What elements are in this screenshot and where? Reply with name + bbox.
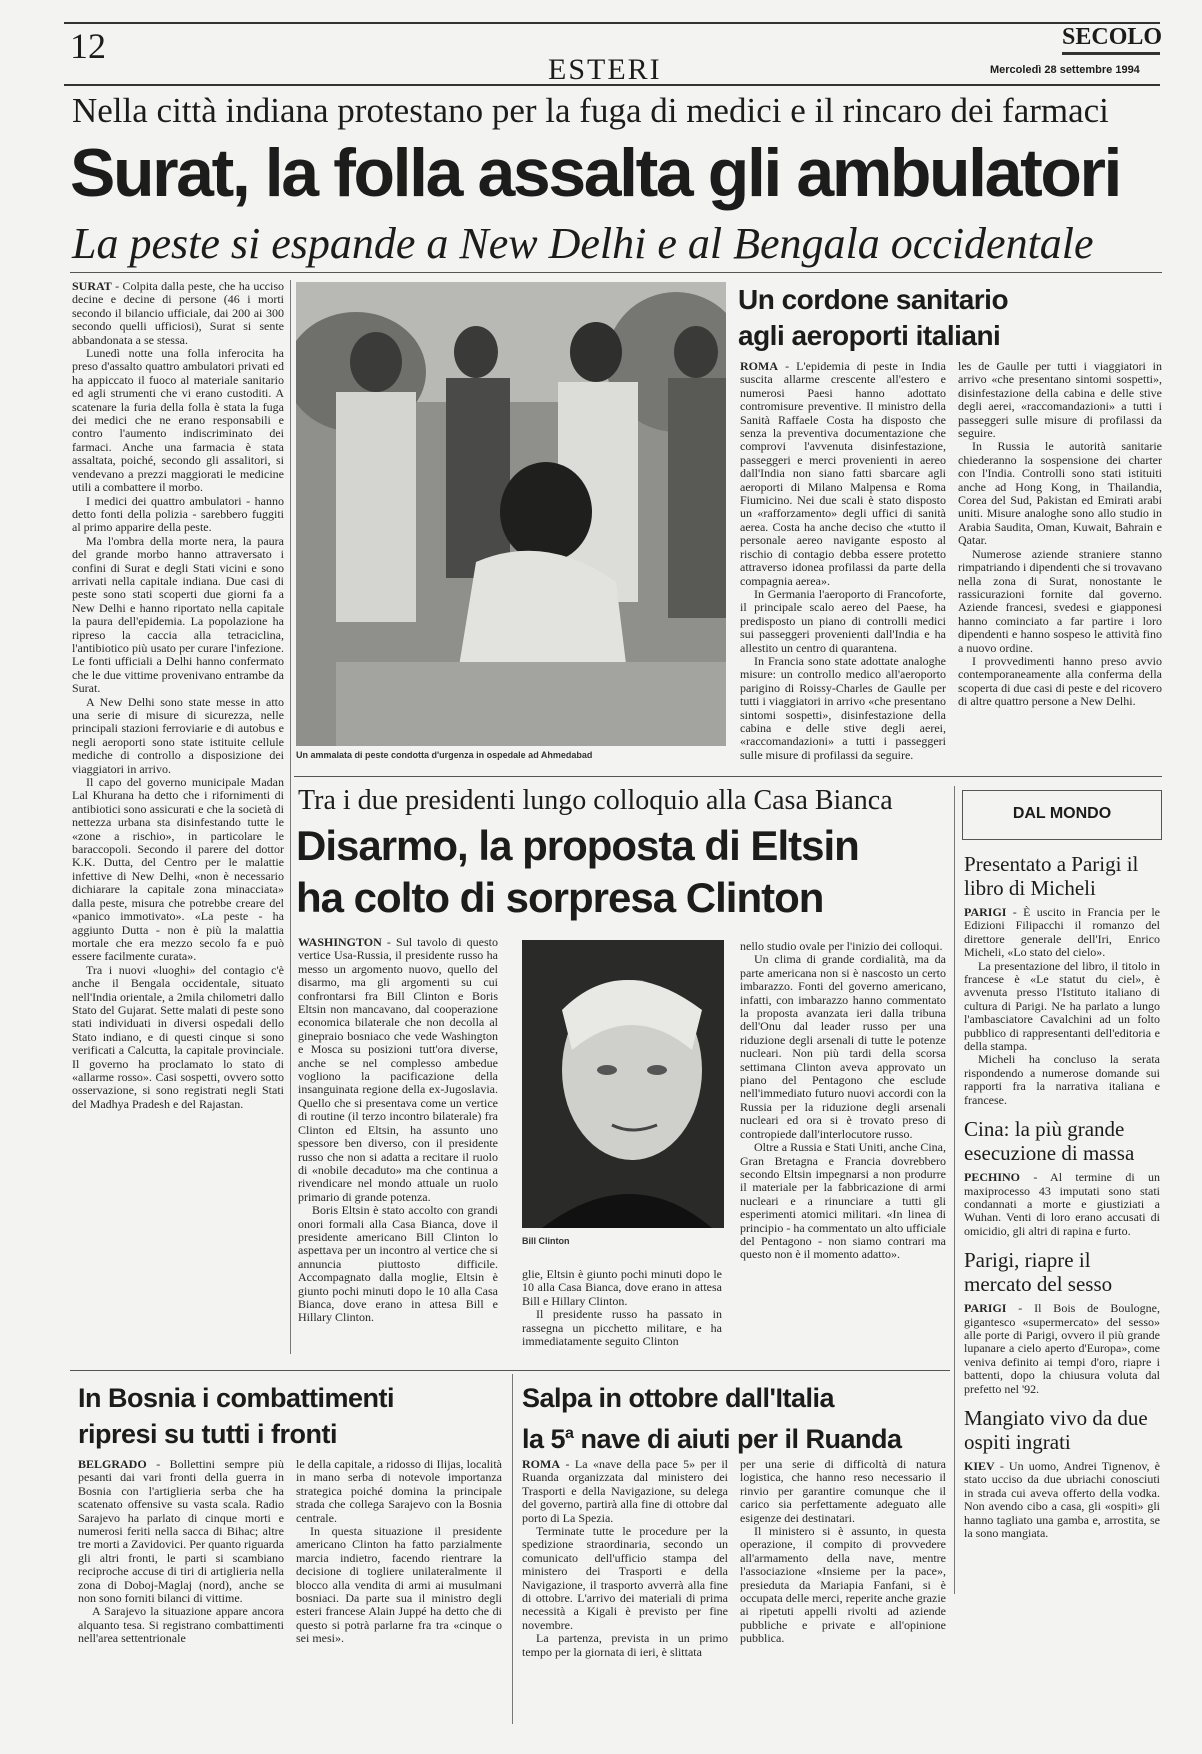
bottom-divider (512, 1374, 513, 1724)
dal-mondo-item-4-body (964, 1460, 1160, 1540)
cordon-col2-para-1: les de Gaulle per tutti i viaggiatori in arrivo «che presentano sintomi sospetti», disinfestazione della cabina e delle stive degli aerei, «raccomandazioni» a tutti i passeggeri sulle misure di profilassi da seguire. (958, 360, 1162, 441)
ruanda-headline-line2-b: nave di aiuti per il Ruanda (573, 1424, 902, 1454)
lead-body-column (72, 280, 284, 1356)
disarm-headline-line1: Disarmo, la proposta di Eltsin (296, 822, 859, 869)
lead-para-7: Tra i nuovi «luoghi» del contagio c'è anche il Bengala occidentale, situato nell'India orientale, a 2mila chilometri dallo Stato del Gujarat. Sette malati di peste sono stati individuati in diversi ospedali dello Stato indiano, e di questi cinque si sono verificati a Calcutta, la capitale provinciale. Il governo ha proclamato lo stato di «allarme rosso». Casi sospetti, ovvero sotto osservazione, si sono registrati negli Stati del Madhya Pradesh e del Rajastan. (72, 962, 284, 1111)
ruanda-column-2 (740, 1458, 946, 1728)
dal-mondo-item-1-headline: Presentato a Parigi il libro di Micheli (964, 852, 1139, 900)
cordon-headline-line2: agli aeroporti italiani (738, 320, 1001, 351)
disarm-headline-line2: ha colto di sorpresa Clinton (296, 874, 824, 921)
ruanda-para-1: - La «nave della pace 5» per il Ruanda organizzata dal ministero dei Trasporti e della Navigazione, su delega del governo, partirà alla fine di ottobre dal porto di La Spezia. (522, 1458, 728, 1525)
disarm-headline (296, 820, 956, 924)
lead-para-3: I medici dei quattro ambulatori - hanno detto fonti della polizia - sarebbero fuggiti al primo apparire della peste. (72, 493, 284, 535)
dal-mondo-title: DAL MONDO (1012, 805, 1112, 822)
disarm-col3-para-1: nello studio ovale per l'inizio dei colloqui. (740, 940, 943, 953)
section-title: ESTERI (548, 53, 662, 86)
lead-rule (70, 272, 1162, 273)
cordon-headline-line1: Un cordone sanitario (738, 284, 1009, 315)
bosnia-column-1 (78, 1458, 284, 1728)
bosnia-para-2: A Sarajevo la situazione appare ancora alquanto tesa. Si registrano combattimenti nell'area settentrionale (78, 1604, 284, 1646)
bosnia-col2-para-2: In questa situazione il presidente americano Clinton ha fatto parzialmente marcia indietro, facendo rientrare la decisione di togliere unilateralmente il blocco alla vendita di armi ai musulmani bosniaci. Da parte sua il ministro degli esteri francese Alain Juppé ha detto che di questo si potrà parlarne fra tra «cinque o sei mesi». (296, 1524, 502, 1646)
cordon-column-2 (958, 360, 1162, 766)
ruanda-col2-para-2: Il ministero si è assunto, in questa operazione, il compito di provvedere all'armamento della nave, mentre l'associazione «Insieme per la pace», presieduta da Mariapia Fanfani, si è occupata delle merci, reperite anche grazie ai ripetuti appelli rivolti ad aziende pubbliche e private e all'opinione pubblica. (740, 1524, 946, 1646)
cordon-para-3: In Francia sono state adottate analoghe misure: un controllo medico all'aeroporto parigino di Roissy-Charles de Gaulle per tutti i viaggiatori in arrivo «che presentano sintomi sospetti», disinfestazione della cabina e delle stive degli aerei, «raccomandazioni» a tutti i passeggeri sulle misure di profilassi da seguire. (740, 653, 946, 762)
disarm-col3-para-2: Un clima di grande cordialità, ma da parte americana non si è nascosto un certo imbarazzo. Fonti del governo americano, infatti, con imbarazzo hanno commentato la proposta avanzata ieri dalla tribuna dell'Onu dal leader russo per una riduzione degli arsenali di tutte le potenze nucleari. Non più tardi della scorsa settimana Clinton aveva approvato un piano del Pentagono che esclude nell'immediato futuro nuovi accordi con la Russia per la riduzione degli arsenali nucleari ed ora si è trovato preso di contropiede dall'interlocutore russo. (740, 952, 946, 1141)
disarm-column-3 (740, 940, 946, 1356)
ruanda-headline (522, 1380, 952, 1457)
ruanda-headline-line2 (522, 1416, 952, 1457)
lead-column-divider (290, 280, 291, 1354)
dal-mondo-item-1-body (964, 906, 1160, 1107)
disarm-col3-para-3: Oltre a Russia e Stati Uniti, anche Cina, Gran Bretagna e Francia dovrebbero secondo Eltsin impegnarsi a non produrre il materiale per la fabbricazione di armi nucleari e a rinunciare a tutti gli esperimenti atomici militari. «In linea di principio - ha commentato un alto ufficiale del Pentagono - non siamo contrari ma questo non è il momento adatto». (740, 1140, 946, 1262)
cordon-col2-para-2: In Russia le autorità sanitarie chiederanno la sospensione dei charter con l'India. Controlli sono stati istituiti anche ad Hong Kong, in Thailandia, Corea del Sud, Pakistan ed Emirati arabi uniti. Misure analoghe sono allo studio in Arabia Saudita, Oman, Kuwait, Bahrain e Qatar. (958, 439, 1162, 548)
lead-para-4: Ma l'ombra della morte nera, la paura del grande morbo hanno attraversato i confini di Surat e degli Stati vicini e sono arrivati nella capitale indiana. Due casi di peste sono stati scoperti due giorni fa a New Delhi e hanno riportato nella capitale la paura dell'epidemia. La popolazione ha ripreso la caccia alla tetraciclina, l'antibiotico più usato per curare l'infezione. Le fonti ufficiali a Delhi hanno confermato che le due vittime provenivano entrambe da Surat. (72, 533, 284, 696)
dal-mondo-item-3-dateline: PARIGI (964, 1302, 1007, 1316)
ruanda-headline-line2-sup: a (565, 1425, 574, 1442)
ruanda-para-2: Terminate tutte le procedure per la spedizione straordinaria, secondo un comunicato dell'ufficio stampa del ministero dei Trasporti e della Navigazione, il trasporto avverrà alla fine di ottobre. L'arrivo dei materiali di prima necessità a Kigali è previsto per fine novembre. (522, 1524, 728, 1632)
masthead-rule (64, 22, 1160, 24)
plague-photo-illustration (296, 282, 726, 746)
page-number: 12 (70, 26, 106, 66)
clinton-photo-caption: Bill Clinton (522, 1236, 570, 1246)
disarm-column-2 (522, 1268, 722, 1356)
bosnia-column-2 (296, 1458, 502, 1728)
dal-mondo-item-2-headline: Cina: la più grande esecuzione di massa (964, 1117, 1135, 1166)
lead-dateline: SURAT (72, 280, 112, 293)
bottom-rule (70, 1370, 950, 1371)
paper-name: SECOLO (1062, 24, 1163, 50)
ruanda-headline-line2-a: la 5 (522, 1424, 566, 1454)
lead-para-5: A New Delhi sono state messe in atto una serie di misure di sicurezza, nelle principali stazioni ferroviarie e di autobus e negli aeroporti sono state istituite cellule mediche di controllo a disposizione dei viaggiatori in arrivo. (72, 694, 284, 776)
dal-mondo-column (964, 852, 1160, 1592)
cordon-para-2: In Germania l'aeroporto di Francoforte, il principale scalo aereo del Paese, ha predisposto un piano di controlli medici sui passeggeri provenienti dall'India e ha allestito un centro di quarantena. (740, 586, 946, 655)
plague-photo (296, 282, 726, 746)
dal-mondo-item-2-body (964, 1171, 1160, 1238)
mid-rule (294, 776, 1162, 777)
paper-name-rule (1062, 52, 1160, 55)
disarm-para-2: Boris Eltsin è stato accolto con grandi onori formali alla Casa Bianca, dove il presidente americano Bill Clinton lo aspettava per un incontro al vertice che si annuncia piuttosto difficile. Accompagnato dalla moglie, Eltsin è giunto pochi minuti dopo le 10 alla Casa Bianca, dove erano in attesa Bill e Hillary Clinton. (298, 1203, 498, 1325)
bosnia-col2-para-1: le della capitale, a ridosso di Ilijas, località in mano serba di notevole importanza strategica poiché domina la principale strada che collega Sarajevo con la Bosnia centrale. (296, 1458, 502, 1525)
bosnia-headline (78, 1380, 518, 1452)
cordon-para-1: - L'epidemia di peste in India suscita allarme crescente all'estero e numerosi Paesi hanno adottato contromisure preventive. Il ministro della Sanità Raffaele Costa ha disposto che senza la preventiva documentazione che comprovi l'avvenuta disinfestazione, passeggeri e merci provenienti in aereo dall'India non siano fatti sbarcare agli aeroporti di Milano Malpensa e Roma Fiumicino. Nei due scali è stato disposto un «rafforzamento» degli uffici di sanità aerea. Costa ha anche deciso che «tutto il personale aereo navigante esposto al rischio di contagio debba essere protetto attraverso idonea profilassi da parte della compagnia aerea». (740, 360, 946, 588)
cordon-headline (738, 282, 1158, 354)
lead-para-6: Il capo del governo municipale Madan Lal Khurana ha detto che i rifornimenti di antibiotici sono assicurati e che la società di nettezza urbana sta disinfestando tutte le «zone a rischio», in particolare le baraccopoli. Secondo il parere del dottor K.K. Dutta, del Centro per le malattie infettive di New Delhi, «non è necessario dichiarare la capitale zona minacciata» dalla peste, misura che potrebbe creare del «panico immotivato». «La peste - ha aggiunto Dutta - non è più la malattia mortale che era mezzo secolo fa e può essere facilmente curata». (72, 775, 284, 964)
lead-subhead: La peste si espande a New Delhi e al Bengala occidentale (72, 219, 1094, 268)
dal-mondo-item-2-dateline: PECHINO (964, 1171, 1021, 1185)
ruanda-column-1 (522, 1458, 728, 1728)
disarm-para-1: - Sul tavolo di questo vertice Usa-Russia, il presidente russo ha messo un argomento nuovo, quello del disarmo, ma gli argomenti su cui confrontarsi fra Bill Clinton e Boris Eltsin non mancavano, dal cooperazione economica bilaterale che non decolla al ginepraio bosniaco che vede Washington e Mosca su posizioni tutt'ora diverse, anche se nel complesso ambedue vogliono la pacificazione della insanguinata regione della ex-Jugoslavia. Quello che si presentava come un vertice di routine (il terzo incontro bilaterale) fra Clinton ed Eltsin, ha assunto uno spessore ben diverso, con il presidente russo che non si adatta a recitare il ruolo di «nobile decaduto» ma che continua a rivendicare nel mondo attuale un ruolo primario di grande potenza. (298, 936, 498, 1204)
issue-date: Mercoledì 28 settembre 1994 (990, 64, 1140, 76)
bosnia-headline-line2: ripresi su tutti i fronti (78, 1419, 338, 1449)
disarm-dateline: WASHINGTON (298, 936, 382, 949)
ruanda-dateline: ROMA (522, 1458, 560, 1471)
bosnia-para-1: - Bollettini sempre più pesanti dai vari fronti della guerra in Bosnia con l'artiglieria serba che ha scatenato offensive su vasta scala. Radio Sarajevo ha parlato di cinque morti e numerosi feriti nella sacca di Bihac; altre tre morti a Zavidovici. Per quanto riguarda gli altri fronti, le parti si scambiano reciproche accuse di tiri di artiglieria nella zona di Doboj-Maglaj (nord), anche se non sono forniti bilanci di vittime. (78, 1458, 284, 1606)
lead-para-1: - Colpita dalla peste, che ha ucciso decine e decine di persone (46 i morti secondo il bilancio ufficiale, dai 200 ai 300 secondo quelli ufficiosi), Surat si sente abbandonata a se stessa. (72, 280, 284, 347)
bosnia-dateline: BELGRADO (78, 1458, 147, 1471)
disarm-col2-para-2: Il presidente russo ha passato in rassegna un picchetto militare, e ha immediatamente seguito Clinton (522, 1307, 722, 1349)
clinton-photo (522, 940, 724, 1228)
bosnia-headline-line1: In Bosnia i combattimenti (78, 1383, 395, 1413)
masthead-rule-bottom (64, 84, 1160, 86)
dal-mondo-item-4-para-1: - Un uomo, Andrei Tignenov, è stato ucciso da due ubriachi conosciuti in strada cui aveva offerto della vodka. Non avendo cibo a casa, gli «ospiti» gli hanno tagliato una gamba e, arrostita, se la sono mangiata. (964, 1459, 1160, 1540)
disarm-kicker: Tra i due presidenti lungo colloquio alla Casa Bianca (298, 785, 893, 816)
dal-mondo-box (962, 790, 1162, 840)
clinton-photo-illustration (522, 940, 724, 1228)
dal-mondo-item-1-para-2: La presentazione del libro, il titolo in francese è «Le statut du ciel», è avvenuta presso l'Istituto italiano di cultura di Parigi. Ne ha parlato a lungo l'ambasciatore Cavalchini ad un folto pubblico di rappresentanti dell'editoria e della stampa. (964, 958, 1160, 1054)
disarm-column-1 (298, 936, 498, 1356)
dal-mondo-item-3-body (964, 1302, 1160, 1396)
dal-mondo-item-4-headline: Mangiato vivo da due ospiti ingrati (964, 1405, 1148, 1454)
dal-mondo-item-1-para-3: Micheli ha concluso la serata rispondendo a numerose domande sui rapporti fra la narrativa italiana e francese. (964, 1052, 1160, 1107)
sidebar-divider (954, 786, 955, 1594)
dal-mondo-item-3-para-1: - Il Bois de Boulogne, gigantesco «supermercato» del sesso» alle porte di Parigi, ovvero il più grande lupanare a cielo aperto d'Europa», come veniva definito ai tempi d'oro, riapre i battenti, dopo la chiusura voluta dal prefetto nel '92. (964, 1302, 1160, 1396)
cordon-column-1 (740, 360, 946, 766)
ruanda-col2-para-1: per una serie di difficoltà di natura logistica, che hanno reso necessario il rinvio per garantire comunque che il carico sia perfettamente adeguato alle esigenze dei destinatari. (740, 1458, 946, 1525)
disarm-col2-para-1: glie, Eltsin è giunto pochi minuti dopo le 10 alla Casa Bianca, dove erano in attesa Bill e Hillary Clinton. (522, 1268, 722, 1308)
dal-mondo-item-1-dateline: PARIGI (964, 906, 1007, 919)
ruanda-headline-line1: Salpa in ottobre dall'Italia (522, 1383, 834, 1413)
cordon-dateline: ROMA (740, 360, 778, 373)
dal-mondo-item-2-para-1: - Al termine di un maxiprocesso 43 imputati sono stati condannati a morte e giustiziati a Wuhan. Venti di loro erano accusati di omicidio, gli altri di rapina e furto. (964, 1171, 1160, 1238)
lead-headline: Surat, la folla assalta gli ambulatori (70, 135, 1121, 211)
lead-para-2: Lunedì notte una folla inferocita ha preso d'assalto quattro ambulatori privati ed ha appiccato il fuoco al materiale sanitario ed agli strumenti che vi erano custoditi. A scatenare la furia della folla è stata la fuga dei medici che ne erano responsabili e contro l'aumento indiscriminato dei farmaci. Anche una farmacia è stata assaltata, poiché, secondo gli assalitori, si vendevano a prezzi maggiorati le medicine utili a combattere il morbo. (72, 346, 284, 495)
dal-mondo-item-3-headline: Parigi, riapre il mercato del sesso (964, 1248, 1113, 1297)
lead-kicker: Nella città indiana protestano per la fuga di medici e il rincaro dei farmaci (72, 91, 1109, 130)
ruanda-para-3: La partenza, prevista in un primo tempo per la giornata di ieri, è slittata (522, 1631, 728, 1659)
dal-mondo-item-1-para-1: - È uscito in Francia per le Edizioni Filipacchi il romanzo del direttore generale dell'Iri, Enrico Micheli, «Lo stato del cielo». (964, 906, 1160, 960)
plague-photo-caption: Un ammalata di peste condotta d'urgenza in ospedale ad Ahmedabad (296, 750, 593, 760)
cordon-col2-para-3: Numerose aziende straniere stanno rimpatriando i dipendenti che si trovavano nella zona di Surat, nonostante le rassicurazioni fornite dal governo. Aziende francesi, svedesi e giapponesi hanno cominciato a far partire i loro dipendenti e hanno sospeso le attività fino a nuovo ordine. (958, 546, 1162, 655)
cordon-col2-para-4: I provvedimenti hanno preso avvio contemporaneamente alla conferma della scoperta di due casi di peste e del ricovero di altre quattro persone a New Delhi. (958, 653, 1162, 709)
dal-mondo-item-4-dateline: KIEV (964, 1459, 995, 1473)
